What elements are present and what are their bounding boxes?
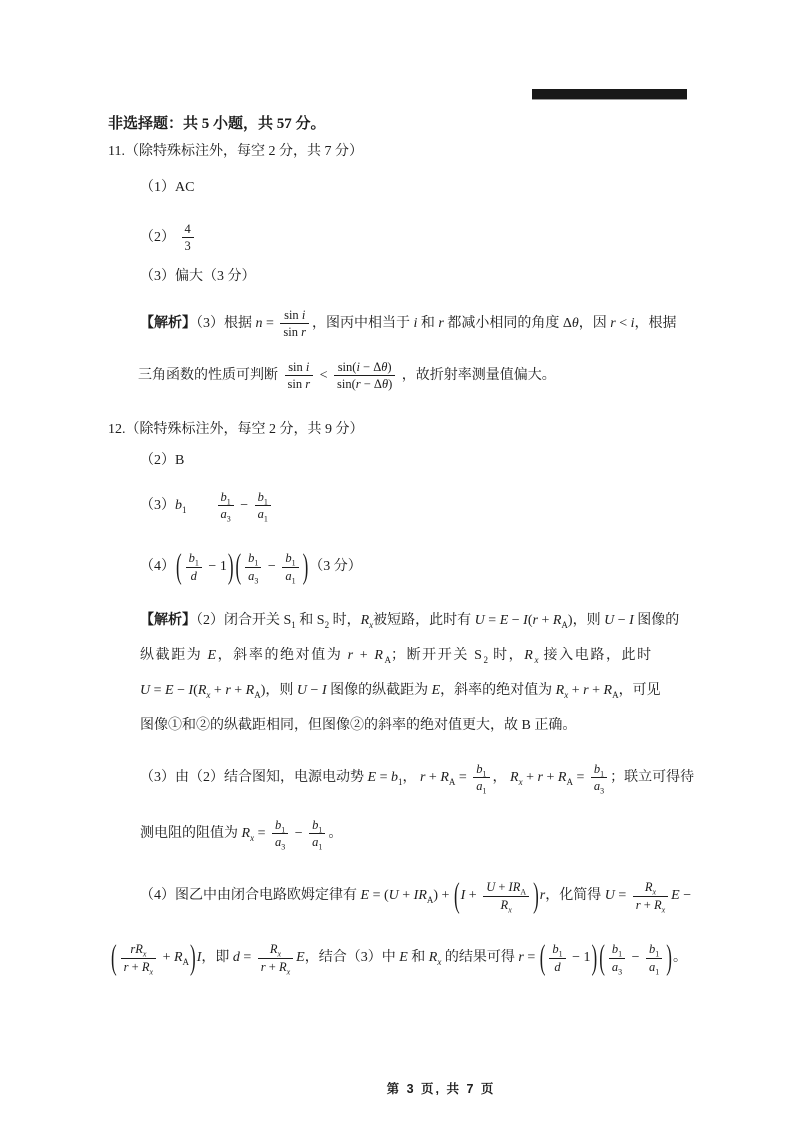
big-paren: ) <box>591 937 598 977</box>
fraction: $\frac{b_1}{a_3}$ <box>609 942 625 974</box>
q12-analysis3-line-2: 测电阻的阻值为 $R_x$ = $\frac{b_1}{a_3}$ − $\frac{b_1}{a_1}$ 。 <box>140 817 343 852</box>
big-paren: ) <box>227 546 234 586</box>
q12-title: 12.（除特殊标注外，每空 2 分，共 9 分） <box>108 422 364 437</box>
big-paren: ( <box>539 937 546 977</box>
big-paren: ( <box>111 937 117 977</box>
fraction: $\frac{\text{sin i}}{\text{sin r}}$ <box>280 308 309 340</box>
fraction: $\frac{\text{sin i}}{\text{sin r}}$ <box>285 360 314 392</box>
q12-answer-2: （2）B <box>140 453 185 468</box>
fraction: $\frac{b_1}{a_3}$ <box>218 490 234 522</box>
fraction: $\frac{b_1}{d}$ <box>549 942 565 974</box>
big-paren: ( <box>599 937 605 977</box>
q12-analysis2-line-2: 纵截距为 E，斜率的绝对值为 $r + R_A$；断开开关 $S_2$ 时，$R_x$ 接入电路，此时 <box>140 648 653 665</box>
q11-answer-2: （2） $\frac{4}{3}$ <box>140 216 197 260</box>
q12-analysis4-line-2: ( $\frac{rR_x}{r + R_x}$ + $R_A)I$，即 d = $\frac{R_x}{r + R_x}$ E，结合（3）中 E 和 $R_x$ 的结果可得 r = ( $\frac{b_1}{d}$ − 1) ( $\frac{b_1}{a_3}$ − $\frac{b_1}{a_1}$ )。 <box>110 933 687 983</box>
fraction: $\frac{b_1}{d}$ <box>186 551 202 583</box>
q11-title: 11.（除特殊标注外，每空 2 分，共 7 分） <box>108 144 363 159</box>
q11-analysis-line-2: 三角函数的性质可判断 $\frac{\text{sin i}}{\text{sin r}}$ < $\frac{\sin(i - \Delta\theta)}{\sin(r - \Delta\theta)}$ ，故折射率测量值偏大。 <box>138 359 556 392</box>
big-paren: ) <box>666 937 672 977</box>
fraction: $\frac{b_1}{a_1}$ <box>282 551 298 583</box>
big-paren: ( <box>235 546 242 586</box>
q12-answer-4: （4）( $\frac{b_1}{d}$ − 1) ( $\frac{b_1}{a_3}$ − $\frac{b_1}{a_1}$ )（3 分） <box>140 542 362 592</box>
q12-analysis2-line-3: $U = E - I(R_x + r + R_A)$，则 U − I 图像的纵截距为 E，斜率的绝对值为 $R_x + r + R_A$，可见 <box>140 683 661 700</box>
fraction: $\frac{b_1}{a_3}$ <box>245 551 261 583</box>
big-paren: ) <box>302 546 309 586</box>
q12-analysis4-line-1: （4）图乙中由闭合电路欧姆定律有 $E = (U + IR_A) + (I$ + $\frac{U + IR_A}{R_x}$ )r，化简得 U = $\frac{R_x}{r + R_x}$ E − <box>140 871 691 921</box>
fraction: $\frac{4}{3}$ <box>182 222 194 254</box>
q12-analysis2-line-1: 【解析】（2）闭合开关 $S_1$ 和 $S_2$ 时，$R_x$被短路，此时有 $U = E - I(r + R_A)$，则 U − I 图像的 <box>140 613 680 630</box>
big-paren: ( <box>453 875 460 915</box>
big-paren: ( <box>176 546 182 586</box>
fraction: $\frac{b_1}{a_1}$ <box>309 818 325 850</box>
q11-analysis-line-1: 【解析】（3）根据 n = $\frac{\text{sin i}}{\text{sin r}}$ ，图丙中相当于 i 和 r 都减小相同的角度 Δθ，因 r < i，根据 <box>140 307 677 340</box>
fraction: $\frac{\sin(i - \Delta\theta)}{\sin(r - \Delta\theta)}$ <box>334 360 395 392</box>
fraction: $\frac{b_1}{a_1}$ <box>646 942 662 974</box>
q12-analysis2-line-4: 图像①和②的纵截距相同，但图像②的斜率的绝对值更大，故 B 正确。 <box>140 718 577 733</box>
fraction: $\frac{U + IR_A}{R_x}$ <box>483 880 529 912</box>
q11-answer-1: （1）AC <box>140 180 195 195</box>
q12-answer-3: $(3)b_1$ $\frac{b_1}{a_3}$ − $\frac{b_1}{a_1}$ <box>140 484 274 528</box>
fraction: $\frac{b_1}{a_1}$ <box>473 762 489 794</box>
big-paren: ) <box>190 937 196 977</box>
fraction: $\frac{R_x}{r + R_x}$ <box>633 880 668 912</box>
q12-analysis3-line-1: （3）由（2）结合图知，电源电动势 $E = b_1$， $r + R_A$ = $\frac{b_1}{a_1}$ ， $R_x + r + R_A$ = $\frac{b_1}{a_3}$ ；联立可得待 <box>140 761 695 796</box>
fraction: $\frac{b_1}{a_3}$ <box>591 762 607 794</box>
fraction: $\frac{b_1}{a_1}$ <box>255 490 271 522</box>
fraction: $\frac{R_x}{r + R_x}$ <box>258 942 293 974</box>
redacted-header-bar <box>532 89 687 100</box>
fraction: $\frac{b_1}{a_3}$ <box>272 818 288 850</box>
q11-answer-3: （3）偏大（3 分） <box>140 269 256 284</box>
section-title: 非选择题：共 5 小题，共 57 分。 <box>108 116 326 132</box>
fraction: $\frac{rR_x}{r + R_x}$ <box>121 942 156 974</box>
big-paren: ) <box>533 875 539 915</box>
page-number-footer: 第 3 页, 共 7 页 <box>386 1082 496 1096</box>
